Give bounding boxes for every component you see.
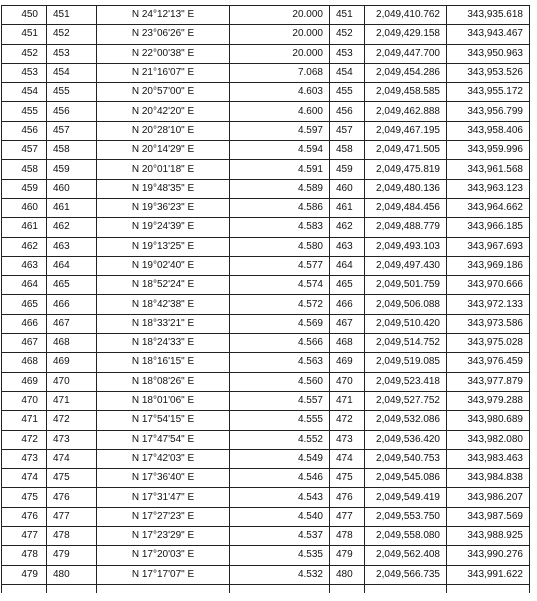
cell-station-from: 450	[2, 6, 47, 25]
cell-station-to: 474	[47, 449, 97, 468]
cell-northing: 2,049,447.700	[365, 44, 447, 63]
cell-point: 480	[330, 565, 365, 584]
cell-easting: 343,975.028	[447, 334, 530, 353]
table-row	[2, 295, 530, 314]
cell-northing: 2,049,501.759	[365, 276, 447, 295]
cell-bearing: N 22°00'38" E	[97, 44, 230, 63]
cell-distance: 20.000	[230, 6, 330, 25]
cell-distance: 4.603	[230, 83, 330, 102]
cell-station-from: 472	[2, 430, 47, 449]
cell-station-from: 462	[2, 237, 47, 256]
cell-bearing: N 24°12'13" E	[97, 6, 230, 25]
cell-station-to: 479	[47, 546, 97, 565]
cell-distance: 7.068	[230, 63, 330, 82]
cell-empty	[447, 584, 530, 593]
table-row	[2, 276, 530, 295]
cell-northing: 2,049,553.750	[365, 507, 447, 526]
cell-point: 475	[330, 469, 365, 488]
table-row	[2, 469, 530, 488]
cell-northing: 2,049,519.085	[365, 353, 447, 372]
cell-station-to: 463	[47, 237, 97, 256]
cell-northing: 2,049,471.505	[365, 141, 447, 160]
table-row	[2, 449, 530, 468]
table-row	[2, 314, 530, 333]
cell-distance: 4.535	[230, 546, 330, 565]
cell-northing: 2,049,480.136	[365, 179, 447, 198]
cell-point: 473	[330, 430, 365, 449]
cell-northing: 2,049,532.086	[365, 411, 447, 430]
cell-bearing: N 18°24'33" E	[97, 334, 230, 353]
cell-easting: 343,980.689	[447, 411, 530, 430]
cell-easting: 343,956.799	[447, 102, 530, 121]
cell-station-from: 470	[2, 391, 47, 410]
cell-bearing: N 21°16'07" E	[97, 63, 230, 82]
cell-northing: 2,049,475.819	[365, 160, 447, 179]
cell-station-to: 467	[47, 314, 97, 333]
cell-northing: 2,049,527.752	[365, 391, 447, 410]
cell-station-to: 466	[47, 295, 97, 314]
cell-station-to: 462	[47, 218, 97, 237]
cell-station-to: 475	[47, 469, 97, 488]
table-row	[2, 44, 530, 63]
cell-bearing: N 17°36'40" E	[97, 469, 230, 488]
cell-easting: 343,967.693	[447, 237, 530, 256]
document-page	[1, 5, 529, 593]
cell-distance: 4.589	[230, 179, 330, 198]
cell-distance: 20.000	[230, 25, 330, 44]
cell-bearing: N 17°42'03" E	[97, 449, 230, 468]
cell-empty	[97, 584, 230, 593]
cell-station-from: 458	[2, 160, 47, 179]
cell-bearing: N 19°02'40" E	[97, 256, 230, 275]
cell-point: 461	[330, 198, 365, 217]
cell-point: 471	[330, 391, 365, 410]
cell-easting: 343,984.838	[447, 469, 530, 488]
cell-bearing: N 20°01'18" E	[97, 160, 230, 179]
table-row	[2, 391, 530, 410]
cell-bearing: N 18°33'21" E	[97, 314, 230, 333]
table-row	[2, 353, 530, 372]
cell-station-from: 454	[2, 83, 47, 102]
cell-station-from: 466	[2, 314, 47, 333]
cell-northing: 2,049,488.779	[365, 218, 447, 237]
cell-distance: 4.563	[230, 353, 330, 372]
cell-easting: 343,955.172	[447, 83, 530, 102]
cell-point: 455	[330, 83, 365, 102]
cell-northing: 2,049,536.420	[365, 430, 447, 449]
cell-easting: 343,986.207	[447, 488, 530, 507]
cell-point: 469	[330, 353, 365, 372]
cell-northing: 2,049,540.753	[365, 449, 447, 468]
cell-station-to: 468	[47, 334, 97, 353]
cell-point: 464	[330, 256, 365, 275]
cell-station-to: 469	[47, 353, 97, 372]
survey-coordinates-table	[1, 5, 530, 593]
cell-station-to: 455	[47, 83, 97, 102]
cell-station-from: 469	[2, 372, 47, 391]
cell-northing: 2,049,493.103	[365, 237, 447, 256]
cell-distance: 4.557	[230, 391, 330, 410]
cell-northing: 2,049,454.286	[365, 63, 447, 82]
cell-northing: 2,049,497.430	[365, 256, 447, 275]
cell-northing: 2,049,545.086	[365, 469, 447, 488]
cell-easting: 343,966.185	[447, 218, 530, 237]
cell-northing: 2,049,562.408	[365, 546, 447, 565]
cell-station-from: 477	[2, 527, 47, 546]
cell-northing: 2,049,410.762	[365, 6, 447, 25]
cell-easting: 343,950.963	[447, 44, 530, 63]
cell-empty	[365, 584, 447, 593]
table-row	[2, 237, 530, 256]
cell-station-to: 473	[47, 430, 97, 449]
cell-station-to: 478	[47, 527, 97, 546]
cell-point: 459	[330, 160, 365, 179]
table-row	[2, 372, 530, 391]
cell-bearing: N 18°52'24" E	[97, 276, 230, 295]
cell-point: 451	[330, 6, 365, 25]
cell-station-to: 451	[47, 6, 97, 25]
table-row	[2, 334, 530, 353]
cell-northing: 2,049,510.420	[365, 314, 447, 333]
table-row-partial	[2, 584, 530, 593]
table-row	[2, 411, 530, 430]
cell-bearing: N 20°14'29" E	[97, 141, 230, 160]
cell-bearing: N 20°57'00" E	[97, 83, 230, 102]
cell-easting: 343,983.463	[447, 449, 530, 468]
cell-distance: 4.594	[230, 141, 330, 160]
table-row	[2, 141, 530, 160]
table-row	[2, 488, 530, 507]
cell-distance: 4.549	[230, 449, 330, 468]
table-row	[2, 63, 530, 82]
cell-bearing: N 17°47'54" E	[97, 430, 230, 449]
cell-bearing: N 18°42'38" E	[97, 295, 230, 314]
cell-easting: 343,953.526	[447, 63, 530, 82]
cell-easting: 343,958.406	[447, 121, 530, 140]
cell-station-from: 452	[2, 44, 47, 63]
cell-station-from: 457	[2, 141, 47, 160]
cell-station-to: 458	[47, 141, 97, 160]
cell-bearing: N 19°48'35" E	[97, 179, 230, 198]
cell-bearing: N 20°42'20" E	[97, 102, 230, 121]
table-row	[2, 179, 530, 198]
cell-bearing: N 17°27'23" E	[97, 507, 230, 526]
cell-station-to: 480	[47, 565, 97, 584]
cell-station-from: 451	[2, 25, 47, 44]
cell-distance: 4.555	[230, 411, 330, 430]
cell-point: 479	[330, 546, 365, 565]
cell-station-from: 453	[2, 63, 47, 82]
cell-station-from: 463	[2, 256, 47, 275]
cell-station-to: 461	[47, 198, 97, 217]
cell-station-to: 464	[47, 256, 97, 275]
cell-station-to: 476	[47, 488, 97, 507]
cell-distance: 4.586	[230, 198, 330, 217]
table-row	[2, 430, 530, 449]
cell-northing: 2,049,484.456	[365, 198, 447, 217]
cell-point: 470	[330, 372, 365, 391]
cell-station-from: 474	[2, 469, 47, 488]
cell-station-from: 465	[2, 295, 47, 314]
cell-distance: 4.597	[230, 121, 330, 140]
cell-distance: 4.560	[230, 372, 330, 391]
cell-distance: 4.540	[230, 507, 330, 526]
cell-station-from: 461	[2, 218, 47, 237]
cell-easting: 343,973.586	[447, 314, 530, 333]
cell-bearing: N 19°13'25" E	[97, 237, 230, 256]
cell-easting: 343,987.569	[447, 507, 530, 526]
cell-distance: 4.569	[230, 314, 330, 333]
cell-bearing: N 19°36'23" E	[97, 198, 230, 217]
cell-northing: 2,049,467.195	[365, 121, 447, 140]
table-row	[2, 198, 530, 217]
cell-easting: 343,972.133	[447, 295, 530, 314]
cell-bearing: N 17°17'07" E	[97, 565, 230, 584]
cell-easting: 343,961.568	[447, 160, 530, 179]
cell-bearing: N 19°24'39" E	[97, 218, 230, 237]
cell-station-from: 473	[2, 449, 47, 468]
cell-easting: 343,990.276	[447, 546, 530, 565]
cell-distance: 4.543	[230, 488, 330, 507]
cell-bearing: N 17°54'15" E	[97, 411, 230, 430]
table-row	[2, 160, 530, 179]
cell-station-from: 455	[2, 102, 47, 121]
cell-station-from: 464	[2, 276, 47, 295]
cell-point: 468	[330, 334, 365, 353]
cell-station-from: 456	[2, 121, 47, 140]
cell-bearing: N 17°20'03" E	[97, 546, 230, 565]
cell-bearing: N 20°28'10" E	[97, 121, 230, 140]
cell-distance: 4.583	[230, 218, 330, 237]
cell-point: 460	[330, 179, 365, 198]
cell-distance: 4.591	[230, 160, 330, 179]
cell-distance: 4.537	[230, 527, 330, 546]
cell-easting: 343,977.879	[447, 372, 530, 391]
cell-station-to: 459	[47, 160, 97, 179]
table-row	[2, 546, 530, 565]
cell-easting: 343,976.459	[447, 353, 530, 372]
cell-distance: 4.552	[230, 430, 330, 449]
cell-point: 474	[330, 449, 365, 468]
cell-station-from: 460	[2, 198, 47, 217]
cell-bearing: N 17°31'47" E	[97, 488, 230, 507]
cell-station-from: 476	[2, 507, 47, 526]
cell-station-from: 471	[2, 411, 47, 430]
table-row	[2, 25, 530, 44]
table-row	[2, 218, 530, 237]
cell-bearing: N 18°16'15" E	[97, 353, 230, 372]
table-row	[2, 507, 530, 526]
cell-easting: 343,935.618	[447, 6, 530, 25]
cell-empty	[230, 584, 330, 593]
cell-station-to: 460	[47, 179, 97, 198]
cell-station-from: 475	[2, 488, 47, 507]
cell-empty	[330, 584, 365, 593]
cell-point: 456	[330, 102, 365, 121]
cell-station-from: 479	[2, 565, 47, 584]
cell-bearing: N 17°23'29" E	[97, 527, 230, 546]
cell-distance: 4.572	[230, 295, 330, 314]
table-row	[2, 83, 530, 102]
cell-easting: 343,988.925	[447, 527, 530, 546]
cell-northing: 2,049,514.752	[365, 334, 447, 353]
cell-station-to: 454	[47, 63, 97, 82]
table-row	[2, 6, 530, 25]
cell-easting: 343,963.123	[447, 179, 530, 198]
cell-northing: 2,049,549.419	[365, 488, 447, 507]
cell-station-to: 470	[47, 372, 97, 391]
table-row	[2, 102, 530, 121]
table-row	[2, 121, 530, 140]
cell-station-from: 467	[2, 334, 47, 353]
cell-distance: 20.000	[230, 44, 330, 63]
cell-station-from: 468	[2, 353, 47, 372]
table-row	[2, 565, 530, 584]
cell-station-to: 453	[47, 44, 97, 63]
cell-northing: 2,049,506.088	[365, 295, 447, 314]
cell-northing: 2,049,558.080	[365, 527, 447, 546]
cell-point: 453	[330, 44, 365, 63]
cell-distance: 4.566	[230, 334, 330, 353]
cell-station-from: 478	[2, 546, 47, 565]
cell-station-to: 472	[47, 411, 97, 430]
cell-northing: 2,049,458.585	[365, 83, 447, 102]
cell-point: 476	[330, 488, 365, 507]
cell-point: 478	[330, 527, 365, 546]
cell-point: 465	[330, 276, 365, 295]
table-body	[2, 6, 530, 593]
cell-point: 462	[330, 218, 365, 237]
table-row	[2, 527, 530, 546]
cell-point: 458	[330, 141, 365, 160]
cell-northing: 2,049,566.735	[365, 565, 447, 584]
cell-station-to: 471	[47, 391, 97, 410]
cell-point: 452	[330, 25, 365, 44]
cell-easting: 343,991.622	[447, 565, 530, 584]
cell-empty	[2, 584, 47, 593]
cell-easting: 343,959.996	[447, 141, 530, 160]
cell-station-to: 465	[47, 276, 97, 295]
cell-distance: 4.574	[230, 276, 330, 295]
cell-easting: 343,943.467	[447, 25, 530, 44]
cell-distance: 4.532	[230, 565, 330, 584]
cell-easting: 343,969.186	[447, 256, 530, 275]
cell-point: 477	[330, 507, 365, 526]
cell-distance: 4.600	[230, 102, 330, 121]
cell-point: 463	[330, 237, 365, 256]
cell-easting: 343,982.080	[447, 430, 530, 449]
cell-distance: 4.546	[230, 469, 330, 488]
cell-station-from: 459	[2, 179, 47, 198]
cell-point: 454	[330, 63, 365, 82]
cell-point: 457	[330, 121, 365, 140]
cell-station-to: 452	[47, 25, 97, 44]
cell-distance: 4.577	[230, 256, 330, 275]
cell-easting: 343,979.288	[447, 391, 530, 410]
cell-point: 466	[330, 295, 365, 314]
cell-easting: 343,964.662	[447, 198, 530, 217]
cell-point: 467	[330, 314, 365, 333]
cell-empty	[47, 584, 97, 593]
cell-station-to: 477	[47, 507, 97, 526]
cell-bearing: N 23°06'26" E	[97, 25, 230, 44]
cell-bearing: N 18°08'26" E	[97, 372, 230, 391]
cell-northing: 2,049,523.418	[365, 372, 447, 391]
table-row	[2, 256, 530, 275]
cell-distance: 4.580	[230, 237, 330, 256]
cell-station-to: 456	[47, 102, 97, 121]
cell-northing: 2,049,429.158	[365, 25, 447, 44]
cell-northing: 2,049,462.888	[365, 102, 447, 121]
cell-bearing: N 18°01'06" E	[97, 391, 230, 410]
cell-station-to: 457	[47, 121, 97, 140]
cell-point: 472	[330, 411, 365, 430]
cell-easting: 343,970.666	[447, 276, 530, 295]
